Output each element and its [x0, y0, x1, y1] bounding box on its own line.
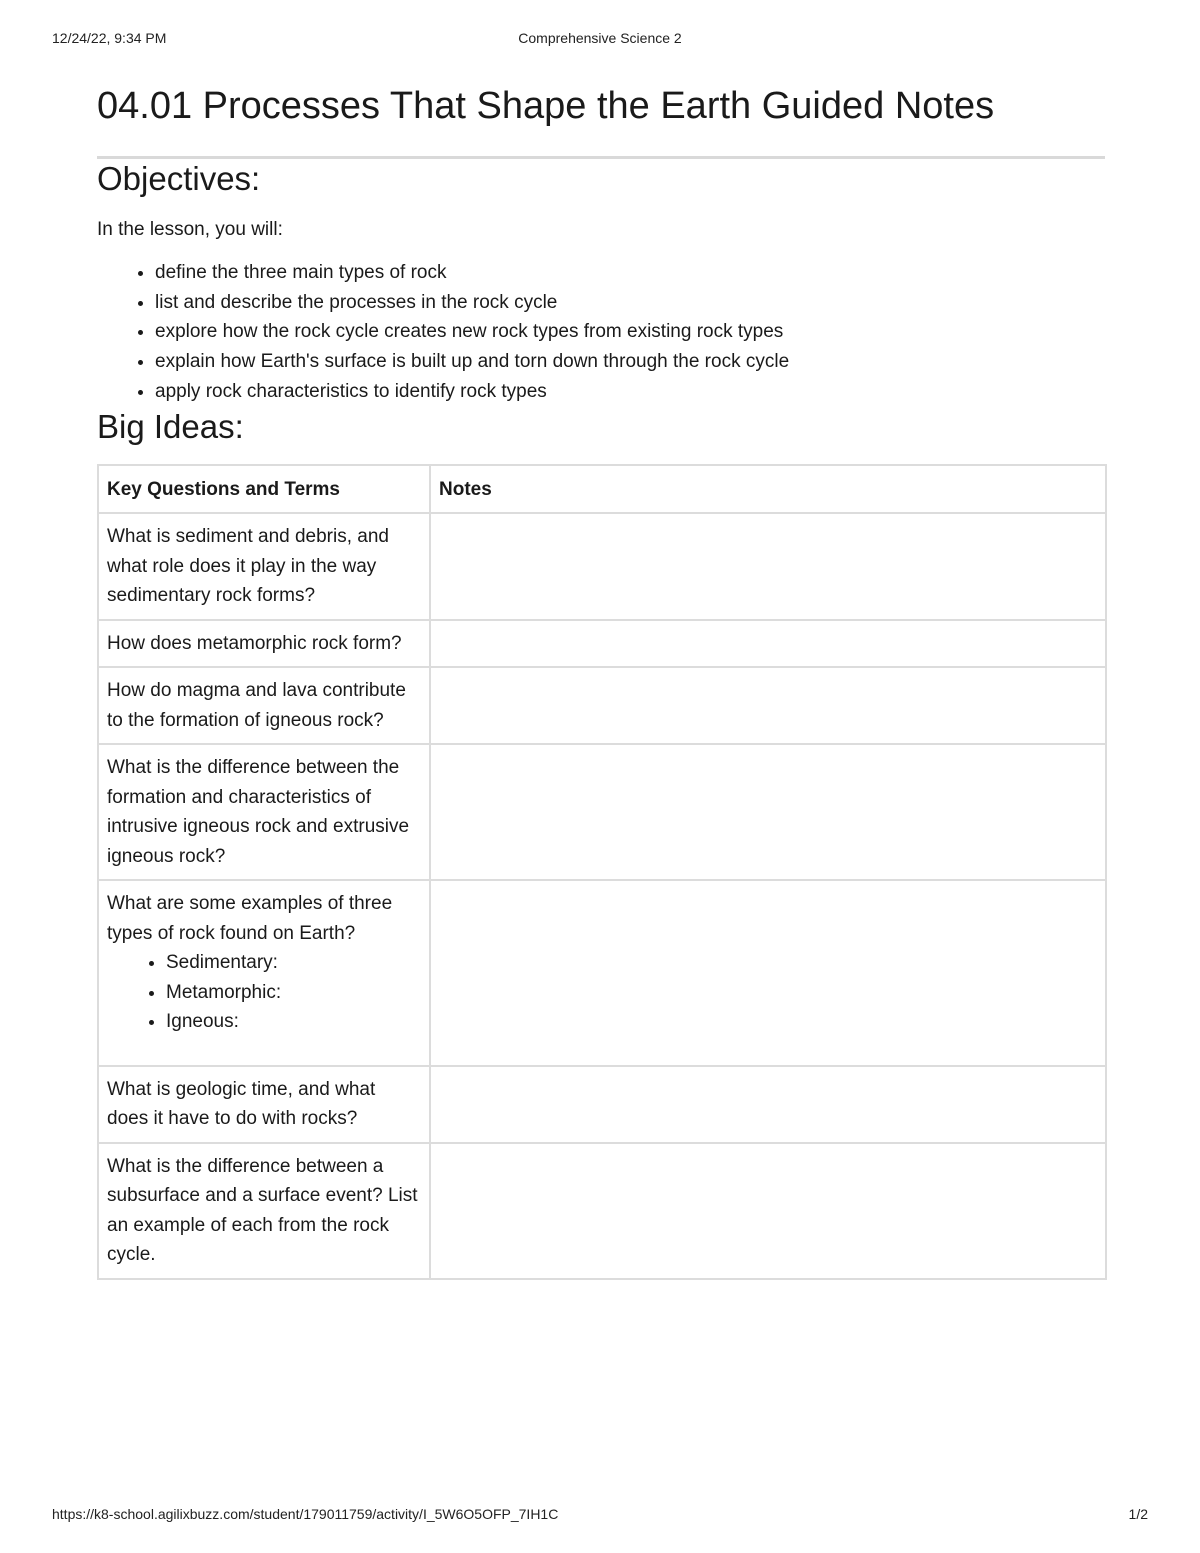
question-cell: [98, 880, 430, 1066]
objective-item: • define the three main types of rock: [155, 258, 1105, 288]
big-ideas-heading: Big Ideas:: [97, 407, 244, 445]
objectives-intro: In the lesson, you will:: [97, 219, 283, 240]
table-row: [98, 513, 1106, 620]
page-url: https://k8-school.agilixbuzz.com/student/179011759/activity/I_5W6O5OFP_7IH1C: [52, 1506, 559, 1522]
page-number: 1/2: [1128, 1506, 1148, 1522]
notes-cell[interactable]: [430, 1143, 1106, 1279]
print-site-title: Comprehensive Science 2: [518, 30, 682, 46]
print-datetime: 12/24/22, 9:34 PM: [52, 30, 167, 46]
question-cell: What is sediment and debris, and what role does it play in the way sedimentary rock forms?: [98, 513, 430, 620]
question-cell: What is geologic time, and what does it have to do with rocks?: [98, 1066, 430, 1143]
rock-type-item: • Igneous:: [166, 1007, 421, 1037]
table-row: [98, 1066, 1106, 1143]
table-row: [98, 667, 1106, 744]
objective-item: • explore how the rock cycle creates new rock types from existing rock types: [155, 317, 1105, 347]
notes-cell[interactable]: [430, 667, 1106, 744]
notes-cell[interactable]: [430, 620, 1106, 668]
notes-cell[interactable]: [430, 1066, 1106, 1143]
question-cell: How do magma and lava contribute to the formation of igneous rock?: [98, 667, 430, 744]
document-content: [97, 82, 1105, 1280]
objective-item: • apply rock characteristics to identify rock types: [155, 377, 1105, 407]
question-cell: What is the difference between a subsurface and a surface event? List an example of each from the rock cycle.: [98, 1143, 430, 1279]
table-row: [98, 744, 1106, 880]
question-text: What are some examples of three types of rock found on Earth?: [107, 893, 393, 944]
objective-item: • list and describe the processes in the rock cycle: [155, 288, 1105, 318]
notes-cell[interactable]: [430, 744, 1106, 880]
column-header-notes: Notes: [430, 465, 1106, 514]
rock-type-item: • Sedimentary:: [166, 948, 421, 978]
rock-type-item: • Metamorphic:: [166, 978, 421, 1008]
column-header-questions: Key Questions and Terms: [98, 465, 430, 514]
notes-cell[interactable]: [430, 513, 1106, 620]
page-title: 04.01 Processes That Shape the Earth Guided Notes: [97, 85, 995, 127]
rock-type-list: [107, 948, 421, 1057]
table-header-row: [98, 465, 1106, 514]
question-cell: How does metamorphic rock form?: [98, 620, 430, 668]
table-row: [98, 880, 1106, 1066]
question-cell: What is the difference between the formation and characteristics of intrusive igneous rock and extrusive igneous rock?: [98, 744, 430, 880]
print-header: [52, 30, 1148, 50]
objective-item: • explain how Earth's surface is built up and torn down through the rock cycle: [155, 347, 1105, 377]
notes-cell[interactable]: [430, 880, 1106, 1066]
objectives-heading: Objectives:: [97, 160, 261, 197]
objectives-list: [97, 258, 1105, 407]
notes-table: [97, 464, 1107, 1280]
table-row: [98, 1143, 1106, 1279]
print-footer: [52, 1506, 1148, 1526]
table-row: [98, 620, 1106, 668]
